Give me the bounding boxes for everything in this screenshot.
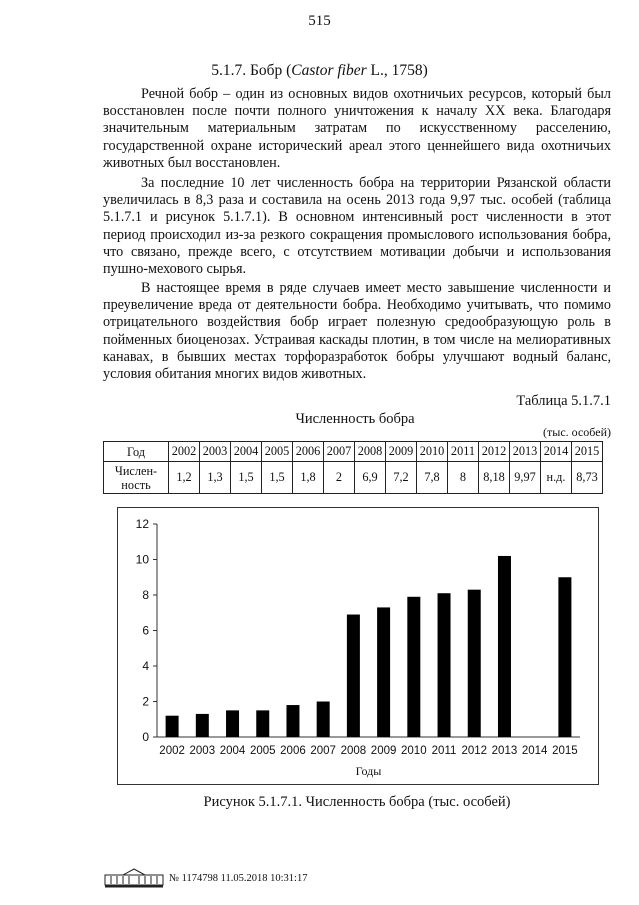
table-title: Численность бобра <box>295 411 415 427</box>
table-cell-year: 2007 <box>324 442 355 462</box>
table-cell-value: 8,18 <box>479 462 510 494</box>
chart-bar <box>347 615 360 737</box>
table-cell-value: 8 <box>448 462 479 494</box>
document-stamp <box>103 868 307 888</box>
table-cell-value: н.д. <box>541 462 572 494</box>
table-cell-value: 1,8 <box>293 462 324 494</box>
figure-caption: Рисунок 5.1.7.1. Численность бобра (тыс. особей) <box>203 794 511 810</box>
table-cell-value: 1,5 <box>231 462 262 494</box>
section-suffix: L., 1758) <box>366 62 428 79</box>
x-tick-label: 2004 <box>219 745 246 757</box>
x-tick-label: 2005 <box>249 745 276 757</box>
table-cell-value: 6,9 <box>355 462 386 494</box>
table-cell-year: 2006 <box>293 442 324 462</box>
table-cell-value: 2 <box>324 462 355 494</box>
building-logo-icon <box>103 868 165 888</box>
chart-bar <box>498 556 511 737</box>
paragraph-1: Речной бобр – один из основных видов охотничьих ресурсов, который был восстановлен после почти полного уничтожения к началу XX века. Благодаря значительным материальным затратам по искусственному расселению, государственной охране исторический ареал этого ценнейшего вида охотничьих животных был восстановлен. <box>103 86 611 171</box>
x-tick-label: 2011 <box>431 745 457 757</box>
chart-bar <box>166 716 179 737</box>
paragraph-2: За последние 10 лет численность бобра на территории Рязанской области увеличилась в 8,3 раза и составила на осень 2013 года 9,97 тыс. особей (таблица 5.1.7.1 и рисунок 5.1.7.1). В основном интенсивный рост численности в этот период происходил из-за резкого сокращения промыслового использования бобра, что связано, прежде всего, с отсутствием мотивации добычи и использования пушно-мехового сырья. <box>103 175 611 278</box>
x-tick-label: 2003 <box>189 745 216 757</box>
table-cell-value: 8,73 <box>572 462 603 494</box>
y-tick-label: 10 <box>135 552 149 567</box>
table-cell-year: 2010 <box>417 442 448 462</box>
table-row-values <box>104 462 603 494</box>
y-tick-label: 8 <box>142 588 149 602</box>
table-row-years <box>104 442 603 462</box>
table-cell-year: 2008 <box>355 442 386 462</box>
x-tick-label: 2013 <box>491 745 518 757</box>
y-tick-label: 0 <box>142 730 149 744</box>
x-tick-label: 2012 <box>461 745 488 757</box>
table-cell-value: 1,3 <box>200 462 231 494</box>
y-tick-label: 4 <box>142 659 149 673</box>
chart-bar <box>256 710 269 737</box>
table-cell-year: 2012 <box>479 442 510 462</box>
x-tick-label: 2014 <box>521 745 548 757</box>
table-units: (тыс. особей) <box>543 425 611 439</box>
paragraph-3: В настоящее время в ряде случаев имеет место завышение численности и преувеличение вреда от деятельности бобра. Необходимо учитывать, что помимо отрицательного воздействия бобр играет полезную средообразующую роль в пойменных биоценозах. Устраивая каскады плотин, в том числе на мелиоративных канавах, в бывших местах торфоразработок бобры улучшают водный баланс, условия обитания многих видов животных. <box>103 280 611 383</box>
table-cell-year: 2003 <box>200 442 231 462</box>
table-cell-year: 2013 <box>510 442 541 462</box>
table-cell-value: 9,97 <box>510 462 541 494</box>
chart-canvas <box>118 508 598 784</box>
section-prefix: 5.1.7. Бобр ( <box>211 62 292 79</box>
chart-bar <box>558 577 571 737</box>
x-axis-label: Годы <box>355 764 382 778</box>
page-number: 515 <box>308 13 331 29</box>
chart-bar <box>377 607 390 737</box>
chart-bar <box>438 593 451 737</box>
table-cell-value: 1,2 <box>169 462 200 494</box>
x-tick-label: 2002 <box>159 745 185 757</box>
x-tick-label: 2007 <box>310 745 336 757</box>
row-header-count: Числен-ность <box>104 462 169 494</box>
table-cell-value: 1,5 <box>262 462 293 494</box>
x-tick-label: 2015 <box>552 745 578 757</box>
y-tick-label: 12 <box>135 517 149 531</box>
table-number: Таблица 5.1.7.1 <box>516 393 611 409</box>
chart-bar <box>407 597 420 737</box>
table-cell-year: 2014 <box>541 442 572 462</box>
chart-bar <box>317 702 330 738</box>
section-heading <box>0 62 639 80</box>
chart-bar <box>226 710 239 737</box>
table-cell-year: 2009 <box>386 442 417 462</box>
table-cell-year: 2005 <box>262 442 293 462</box>
table-cell-year: 2015 <box>572 442 603 462</box>
x-tick-label: 2009 <box>370 745 397 757</box>
x-tick-label: 2006 <box>280 745 306 757</box>
x-tick-label: 2010 <box>401 745 427 757</box>
table-cell-year: 2002 <box>169 442 200 462</box>
x-tick-label: 2008 <box>340 745 367 757</box>
table-cell-value: 7,8 <box>417 462 448 494</box>
table-cell-year: 2011 <box>448 442 479 462</box>
bar-chart <box>117 507 599 785</box>
row-header-year: Год <box>104 442 169 462</box>
chart-bar <box>196 714 209 737</box>
y-tick-label: 2 <box>142 694 149 709</box>
data-table <box>103 441 603 494</box>
stamp-text: № 1174798 11.05.2018 10:31:17 <box>169 872 308 884</box>
y-tick-label: 6 <box>142 623 149 638</box>
chart-bar <box>286 705 299 737</box>
table-cell-value: 7,2 <box>386 462 417 494</box>
section-latin-name: Castor fiber <box>291 62 367 79</box>
table-cell-year: 2004 <box>231 442 262 462</box>
chart-bar <box>468 590 481 737</box>
